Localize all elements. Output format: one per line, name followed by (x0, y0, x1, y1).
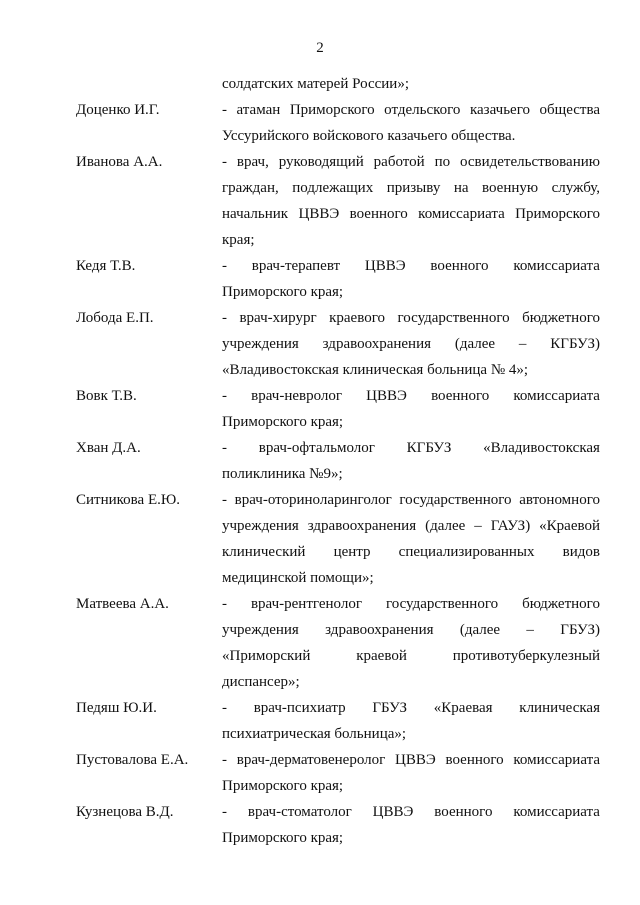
word: краевой (356, 648, 407, 664)
word: комиссариата (513, 258, 600, 274)
word: – (474, 518, 482, 534)
word: освидетельствованию (460, 154, 600, 170)
position-line (222, 591, 600, 617)
word: ЦВВЭ (366, 388, 407, 404)
position-line (222, 123, 600, 149)
word: - (222, 154, 227, 170)
member-position (222, 747, 600, 799)
position-line (222, 565, 600, 591)
position-line (222, 331, 600, 357)
word: - (222, 596, 227, 612)
word: руководящий (278, 154, 364, 170)
word: КГБУЗ) (550, 336, 600, 352)
word: здравоохранения (325, 622, 434, 638)
position-line (222, 695, 600, 721)
word: - (222, 310, 227, 326)
word: Уссурийского войскового казачьего общества. (222, 128, 516, 144)
position-line (222, 357, 600, 383)
word: подлежащих (292, 180, 374, 196)
word: комиссариата (513, 752, 600, 768)
member-position (222, 253, 600, 305)
member-position (222, 305, 600, 383)
word: учреждения (222, 622, 299, 638)
word: Приморского края; (222, 778, 344, 794)
word: граждан, (222, 180, 279, 196)
word: учреждения (222, 518, 299, 534)
word: начальник (222, 206, 289, 222)
member-name: Пустовалова Е.А. (76, 752, 189, 768)
word: - (222, 492, 227, 508)
word: врач-оториноларинголог (234, 492, 392, 508)
position-line (222, 383, 600, 409)
word: врач-офтальмолог (258, 440, 375, 456)
word: государственного (385, 596, 499, 612)
word: «Краевая (433, 700, 493, 716)
word: - (222, 258, 227, 274)
word: ГБУЗ (372, 700, 408, 716)
word: центр (333, 544, 371, 560)
word: (далее (454, 336, 496, 352)
position-line (222, 643, 600, 669)
member-name: Кузнецова В.Д. (76, 804, 174, 820)
position-line (222, 513, 600, 539)
word: врач-хирург (239, 310, 317, 326)
word: призыву (386, 180, 441, 196)
word: - (222, 388, 227, 404)
word: Приморского края; (222, 414, 344, 430)
member-name: Кедя Т.В. (76, 258, 136, 274)
word: видов (562, 544, 600, 560)
member-position (222, 149, 600, 253)
word: ГАУЗ) (490, 518, 531, 534)
position-line (222, 721, 600, 747)
member-position (222, 487, 600, 591)
word: КГБУЗ (406, 440, 452, 456)
word: военного (431, 388, 490, 404)
member-position (222, 97, 600, 149)
member-name: Иванова А.А. (76, 154, 163, 170)
word: здравоохранения (307, 518, 417, 534)
word: врач-терапевт (251, 258, 341, 274)
word: медицинской помощи»; (222, 570, 374, 586)
word: государственного (397, 310, 510, 326)
position-line (222, 227, 600, 253)
member-name: Вовк Т.В. (76, 388, 137, 404)
position-line (222, 773, 600, 799)
page-number: 2 (316, 40, 324, 56)
word: военную (482, 180, 539, 196)
word: Приморского края; (222, 830, 344, 846)
word: поликлиника №9»; (222, 466, 343, 482)
member-position (222, 383, 600, 435)
member-position (222, 695, 600, 747)
word: - (222, 752, 227, 768)
word: Приморского (515, 206, 600, 222)
word: противотуберкулезный (452, 648, 600, 664)
word: Приморского (289, 102, 375, 118)
member-position (222, 435, 600, 487)
word: ЦВВЭ (395, 752, 436, 768)
word: учреждения (222, 336, 299, 352)
word: атаман (236, 102, 281, 118)
position-line (222, 435, 600, 461)
word: психиатрическая больница»; (222, 726, 407, 742)
word: на (453, 180, 469, 196)
position-line (222, 669, 600, 695)
word: - (222, 440, 227, 456)
word: Приморского края; (222, 284, 344, 300)
member-name: Ситникова Е.Ю. (76, 492, 181, 508)
member-name: Лобода Е.П. (76, 310, 154, 326)
position-line (222, 97, 600, 123)
member-name: Педяш Ю.И. (76, 700, 157, 716)
member-name: Хван Д.А. (76, 440, 141, 456)
word: «Владивостокская клиническая больница № 4»; (222, 362, 529, 378)
word: врач-стоматолог (247, 804, 352, 820)
word: комиссариата (513, 388, 600, 404)
word: врач, (236, 154, 269, 170)
word: по (434, 154, 451, 170)
word: государственного (399, 492, 512, 508)
word: бюджетного (522, 596, 600, 612)
word: автономного (519, 492, 600, 508)
word: врач-рентгенолог (250, 596, 362, 612)
word: клинический (222, 544, 306, 560)
position-line (222, 825, 600, 851)
word: врач-дерматовенеролог (236, 752, 386, 768)
word: - (222, 700, 227, 716)
word: ГБУЗ) (560, 622, 600, 638)
word: – (518, 336, 527, 352)
position-line (222, 279, 600, 305)
word: ЦВВЭ (364, 258, 406, 274)
position-line (222, 149, 600, 175)
word: врач-психиатр (253, 700, 346, 716)
word: краевого (329, 310, 385, 326)
position-line (222, 409, 600, 435)
position-line (222, 461, 600, 487)
position-line (222, 175, 600, 201)
member-position (222, 799, 600, 851)
word: ЦВВЭ (372, 804, 414, 820)
word: военного (430, 258, 489, 274)
word: (далее (459, 622, 501, 638)
word: «Приморский (222, 648, 311, 664)
word: - (222, 102, 227, 118)
position-line (222, 201, 600, 227)
word: казачьего (469, 102, 530, 118)
position-line (222, 617, 600, 643)
word: – (526, 622, 534, 638)
member-position (222, 591, 600, 695)
word: отдельского (384, 102, 461, 118)
word: общества (539, 102, 600, 118)
word: ЦВВЭ (298, 206, 340, 222)
word: (далее (425, 518, 466, 534)
word: специализированных (398, 544, 535, 560)
word: клиническая (519, 700, 600, 716)
position-line (222, 487, 600, 513)
member-name: Матвеева А.А. (76, 596, 169, 612)
word: диспансер»; (222, 674, 300, 690)
word: бюджетного (522, 310, 600, 326)
word: военного (349, 206, 408, 222)
word: военного (434, 804, 493, 820)
word: «Владивостокская (483, 440, 600, 456)
position-line (222, 799, 600, 825)
word: службу, (551, 180, 600, 196)
word: военного (445, 752, 504, 768)
word: врач-невролог (251, 388, 343, 404)
word: - (222, 804, 227, 820)
continuation-line: солдатских матерей России»; (222, 76, 409, 92)
word: комиссариата (418, 206, 505, 222)
position-line (222, 747, 600, 773)
word: работой (373, 154, 425, 170)
member-name: Доценко И.Г. (76, 102, 160, 118)
position-line (222, 539, 600, 565)
position-line (222, 305, 600, 331)
word: «Краевой (539, 518, 600, 534)
word: комиссариата (513, 804, 600, 820)
word: здравоохранения (322, 336, 432, 352)
position-line (222, 253, 600, 279)
word: края; (222, 232, 255, 248)
